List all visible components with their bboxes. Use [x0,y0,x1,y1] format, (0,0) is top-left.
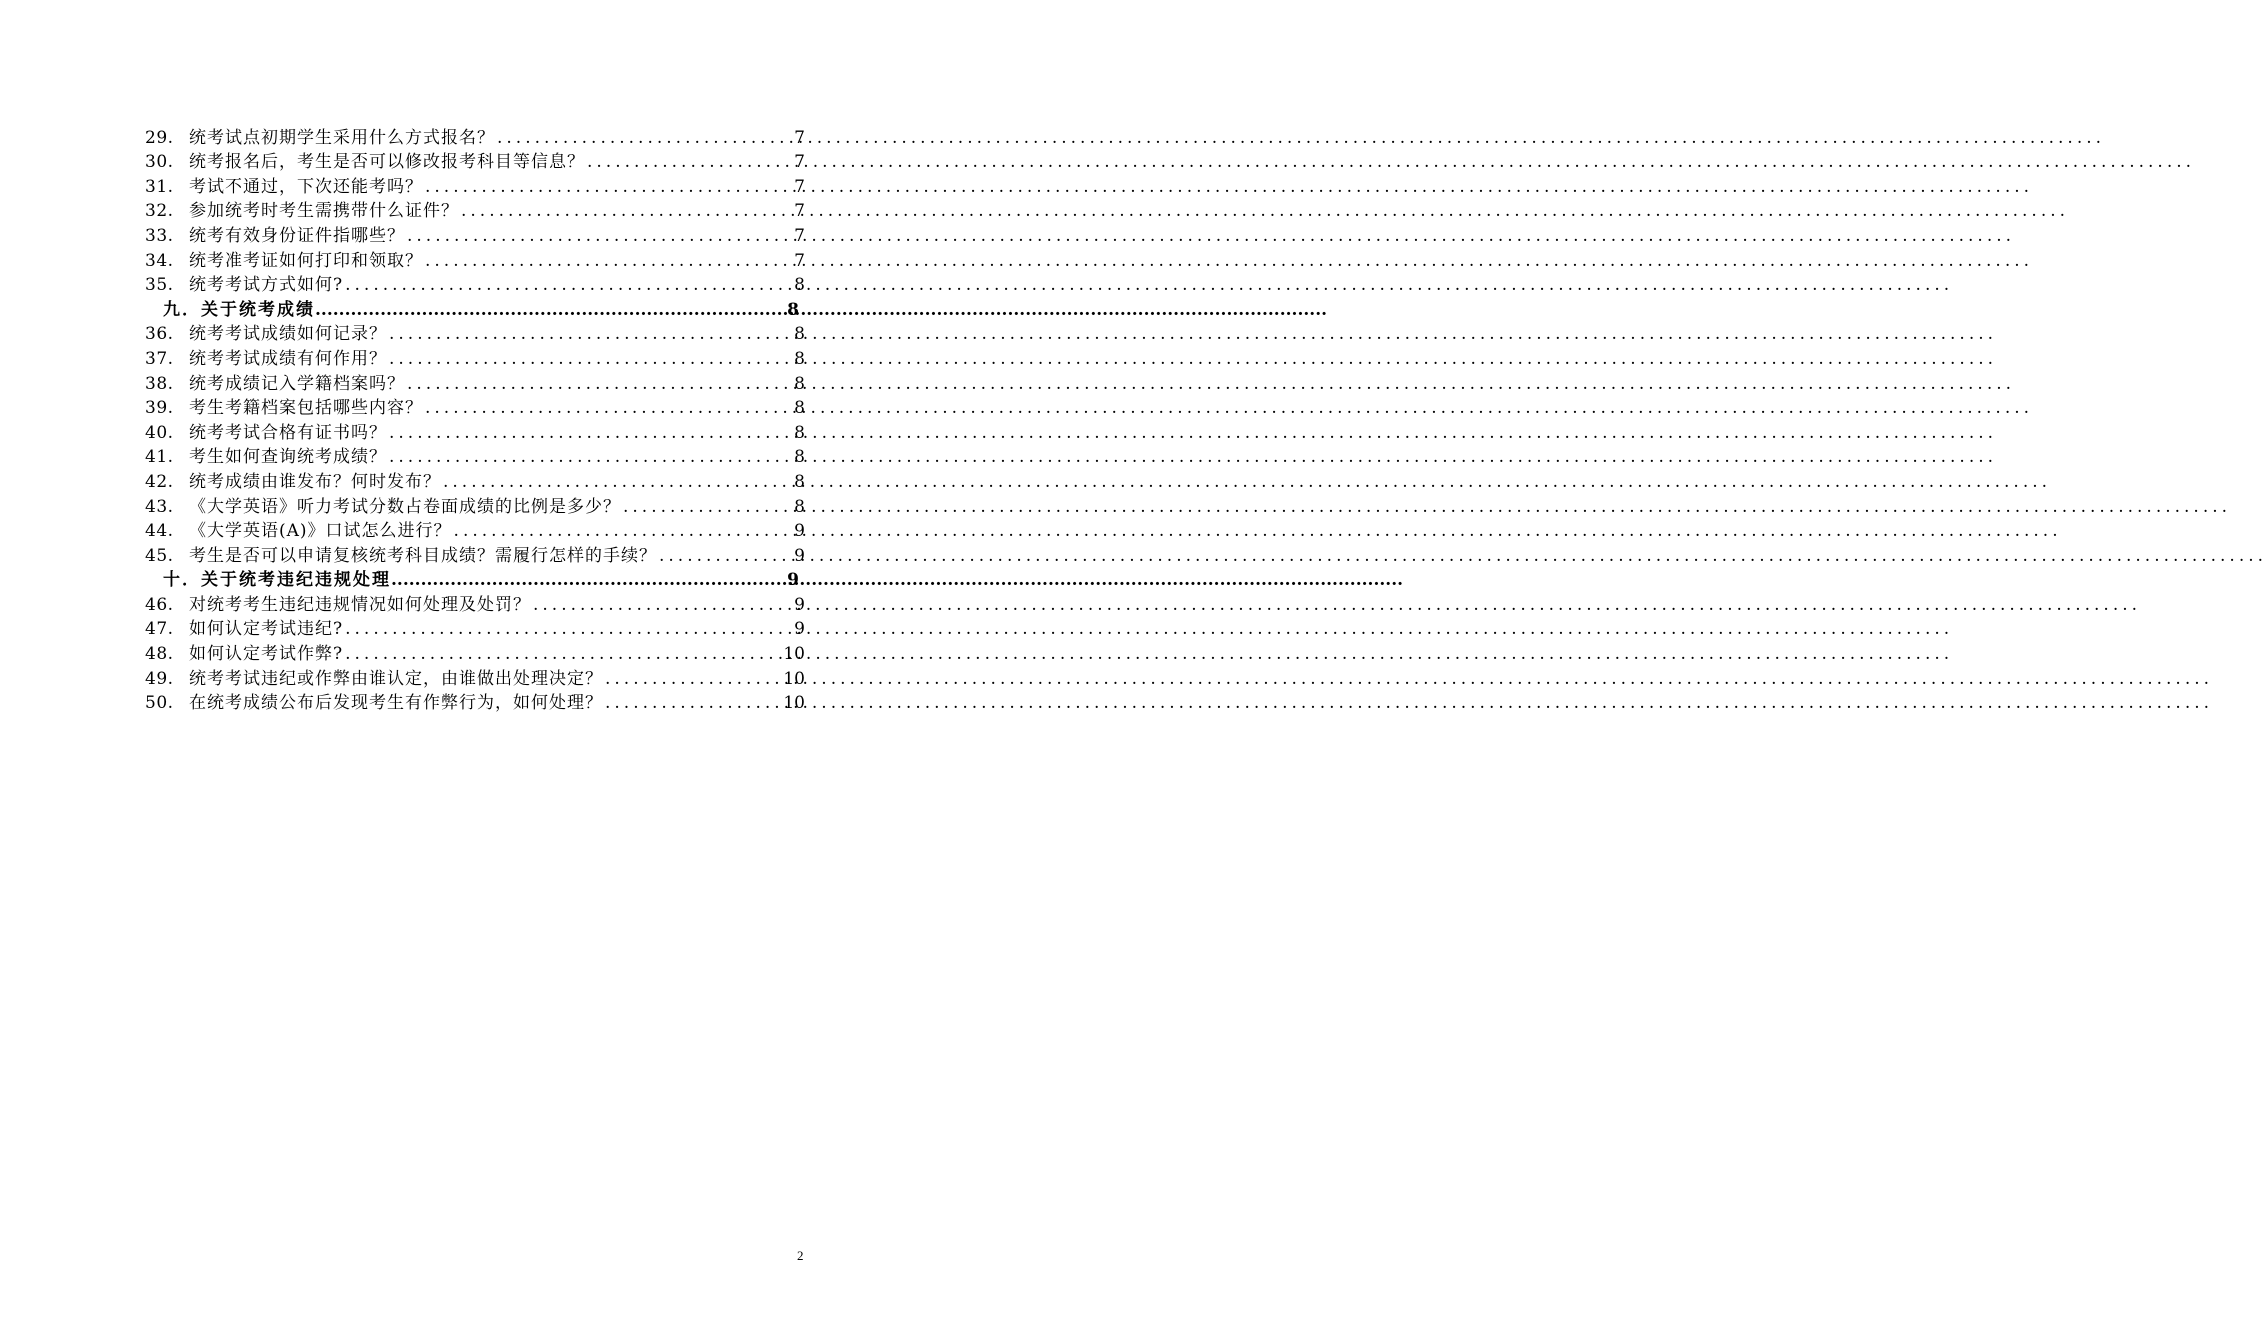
toc-entry-number: 30. [145,152,174,173]
toc-entry-number: 36. [145,324,174,345]
toc-leader-dots [343,274,792,296]
toc-entry-41[interactable] [145,444,805,469]
toc-entry-page: 7 [794,201,805,222]
toc-entry-32[interactable] [145,198,805,223]
toc-entry-42[interactable] [145,468,805,493]
toc-entry-page: 8 [794,471,805,492]
toc-section-title: 十．关于统考违纪违规处理 [163,570,391,591]
toc-entry-50[interactable] [145,690,805,715]
toc-leader-dots [315,299,787,321]
toc-leader-dots [387,446,792,468]
toc-section-title: 九．关于统考成绩 [163,299,315,320]
toc-entry-44[interactable] [145,518,805,543]
toc-section-page: 9 [787,570,799,591]
toc-entry-title: 考生如何查询统考成绩？ [189,447,387,468]
toc-leader-dots [387,422,792,444]
toc-entry-number: 46. [145,594,174,615]
toc-entry-title: 如何认定考试违纪? [189,619,344,640]
toc-entry-title: 考生是否可以申请复核统考科目成绩？需履行怎样的手续？ [189,545,657,566]
toc-entry-page: 8 [794,348,805,369]
toc-entry-title: 统考考试方式如何? [189,275,344,296]
toc-entry-page: 9 [794,545,805,566]
toc-leader-dots [603,668,781,690]
toc-entry-number: 39. [145,398,174,419]
toc-entry-number: 32. [145,201,174,222]
toc-entry-number: 38. [145,373,174,394]
toc-entry-number: 31. [145,176,174,197]
toc-entry-title: 统考考试成绩如何记录？ [189,324,387,345]
toc-leader-dots [343,643,781,665]
toc-entry-39[interactable] [145,395,805,420]
toc-entry-29[interactable] [145,124,805,149]
toc-entry-number: 43. [145,496,174,517]
toc-entry-page: 8 [794,275,805,296]
toc-entry-37[interactable] [145,345,805,370]
toc-entry-title: 统考考试违纪或作弊由谁认定，由谁做出处理决定？ [189,668,603,689]
toc-entry-number: 42. [145,471,174,492]
toc-entry-page: 7 [794,225,805,246]
toc-entry-title: 统考准考证如何打印和领取？ [189,250,423,271]
toc-leader-dots [621,496,792,518]
toc-leader-dots [657,545,792,567]
toc-leader-dots [423,176,792,198]
toc-entry-title: 统考有效身份证件指哪些？ [189,225,405,246]
toc-entry-34[interactable] [145,247,805,272]
toc-entry-number: 33. [145,225,174,246]
toc-entry-title: 统考考试成绩有何作用？ [189,348,387,369]
toc-entry-page: 10 [783,644,805,665]
toc-entry-number: 49. [145,668,174,689]
toc-leader-dots [452,520,793,542]
toc-entry-number: 41. [145,447,174,468]
toc-entry-page: 7 [794,176,805,197]
toc-entry-number: 47. [145,619,174,640]
toc-leader-dots [585,151,792,173]
toc-entry-title: 《大学英语(A)》口试怎么进行？ [189,521,452,542]
toc-entry-title: 统考报名后，考生是否可以修改报考科目等信息？ [189,152,585,173]
toc-entry-title: 统考成绩由谁发布？何时发布？ [189,471,441,492]
toc-leader-dots [423,397,792,419]
toc-entry-title: 考试不通过，下次还能考吗？ [189,176,423,197]
toc-entry-title: 考生考籍档案包括哪些内容？ [189,398,423,419]
toc-entry-page: 9 [794,594,805,615]
toc-entry-title: 统考试点初期学生采用什么方式报名？ [189,127,495,148]
toc-entry-page: 8 [794,447,805,468]
toc-entry-35[interactable] [145,272,805,297]
toc-entry-title: 《大学英语》听力考试分数占卷面成绩的比例是多少？ [189,496,621,517]
toc-entry-title: 如何认定考试作弊? [189,644,344,665]
toc-section-page: 8 [787,299,799,320]
toc-entry-page: 8 [794,324,805,345]
toc-entry-30[interactable] [145,149,805,174]
toc-entry-40[interactable] [145,419,805,444]
toc-section-10[interactable] [145,567,799,592]
toc-entry-number: 48. [145,644,174,665]
toc-leader-dots [531,594,792,616]
toc-entry-number: 45. [145,545,174,566]
toc-section-9[interactable] [145,296,799,321]
toc-entry-number: 34. [145,250,174,271]
toc-entry-page: 7 [794,127,805,148]
toc-leader-dots [387,348,792,370]
toc-entry-number: 40. [145,422,174,443]
toc-leader-dots [459,200,792,222]
toc-entry-45[interactable] [145,542,805,567]
toc-leader-dots [423,250,792,272]
toc-entry-page: 7 [794,152,805,173]
page-number: 2 [797,1248,804,1263]
toc-entry-page: 8 [794,373,805,394]
toc-entry-page: 9 [794,619,805,640]
toc-entry-49[interactable] [145,665,805,690]
toc-entry-title: 参加统考时考生需携带什么证件？ [189,201,459,222]
toc-entry-number: 50. [145,693,174,714]
toc-entry-number: 35. [145,275,174,296]
toc-entry-number: 44. [145,521,174,542]
toc-entry-number: 29. [145,127,174,148]
toc-entry-33[interactable] [145,222,805,247]
toc-entry-title: 统考考试合格有证书吗？ [189,422,387,443]
toc-entry-48[interactable] [145,640,805,665]
toc-entry-page: 8 [794,422,805,443]
table-of-contents [145,124,805,714]
toc-entry-47[interactable] [145,616,805,641]
toc-entry-title: 统考成绩记入学籍档案吗？ [189,373,405,394]
toc-entry-46[interactable] [145,591,805,616]
toc-entry-43[interactable] [145,493,805,518]
toc-entry-number: 37. [145,348,174,369]
toc-entry-36[interactable] [145,321,805,346]
toc-entry-title: 对统考考生违纪违规情况如何处理及处罚？ [189,594,531,615]
toc-leader-dots [405,225,792,247]
toc-entry-page: 8 [794,496,805,517]
toc-entry-page: 10 [783,668,805,689]
toc-entry-page: 8 [794,398,805,419]
toc-entry-31[interactable] [145,173,805,198]
toc-leader-dots [387,323,792,345]
toc-entry-page: 7 [794,250,805,271]
toc-leader-dots [405,373,792,395]
toc-entry-page: 9 [794,521,805,542]
toc-leader-dots [495,127,792,149]
toc-leader-dots [603,692,781,714]
toc-entry-38[interactable] [145,370,805,395]
toc-entry-page: 10 [783,693,805,714]
toc-leader-dots [441,471,792,493]
toc-leader-dots [391,569,787,591]
toc-entry-title: 在统考成绩公布后发现考生有作弊行为，如何处理？ [189,693,603,714]
toc-leader-dots [343,618,792,640]
